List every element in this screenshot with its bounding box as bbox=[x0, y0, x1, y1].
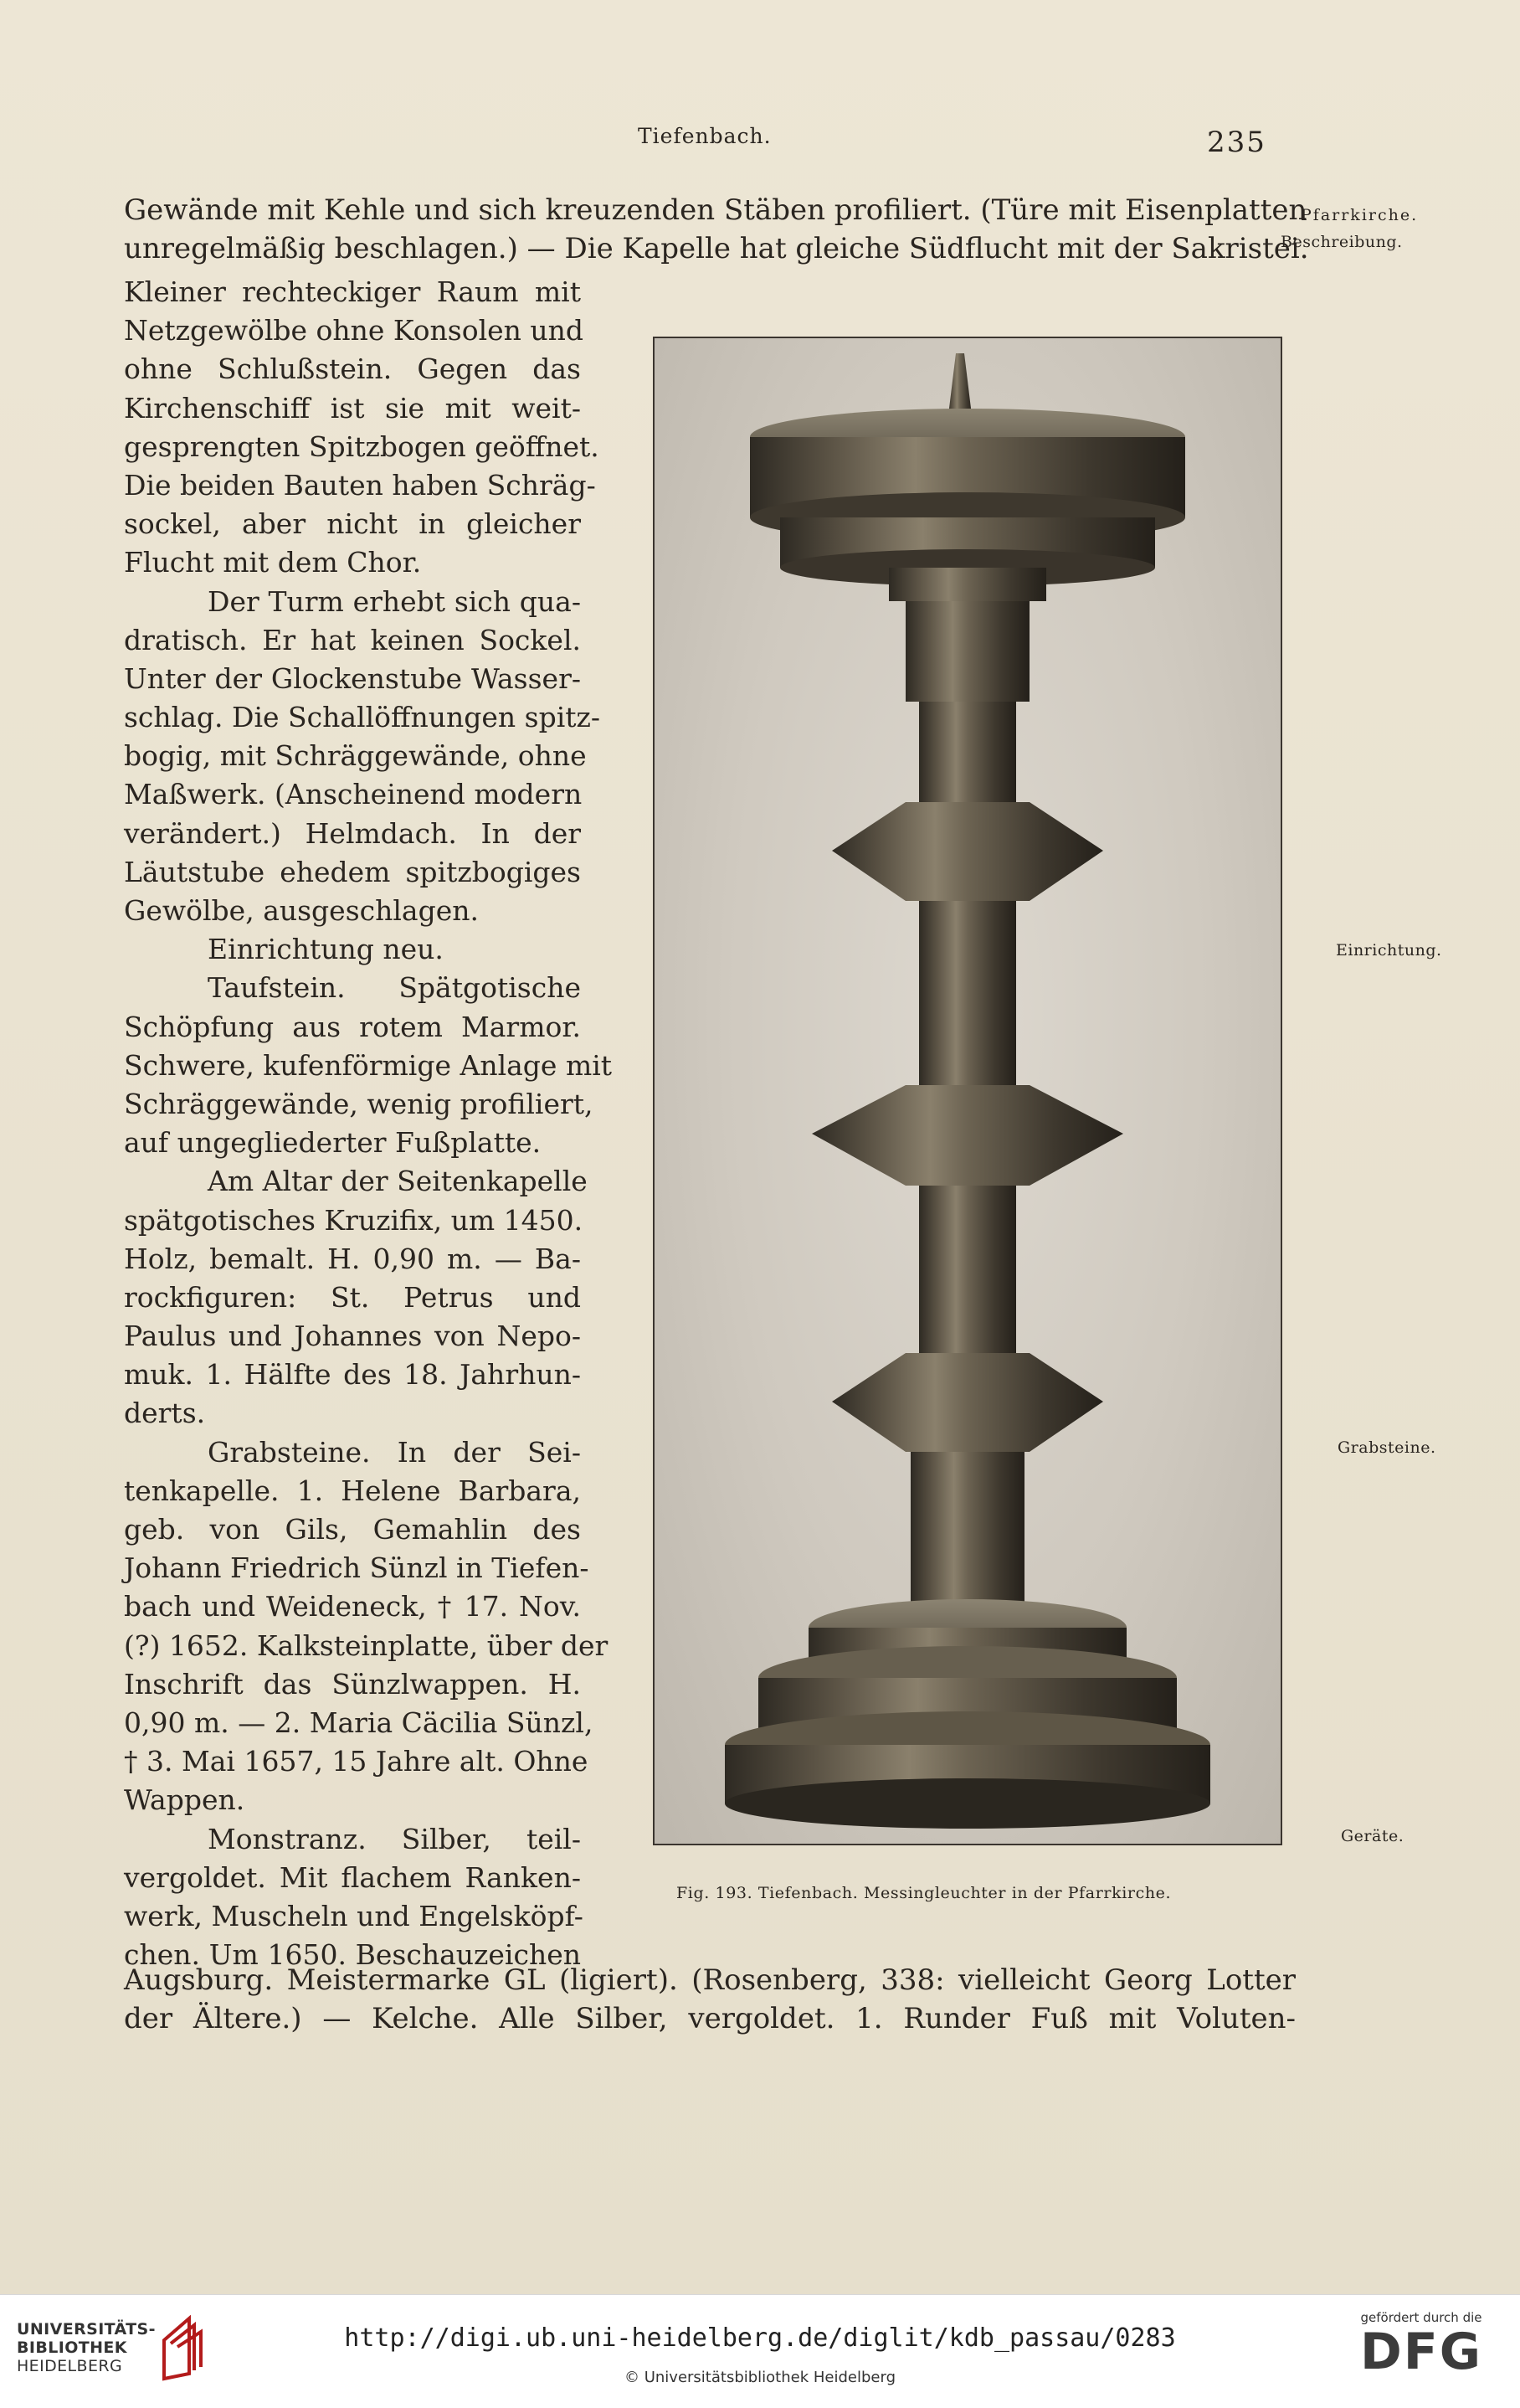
column-line: Schräggewände, wenig profiliert, bbox=[124, 1087, 593, 1120]
column-line: Monstranz. Silber, teil- bbox=[208, 1822, 581, 1855]
column-line: Die beiden Bauten haben Schräg- bbox=[124, 468, 596, 502]
column-line: Flucht mit dem Chor. bbox=[124, 546, 422, 579]
column-line: (?) 1652. Kalksteinplatte, über der bbox=[124, 1628, 609, 1662]
column-line: sockel, aber nicht in gleicher bbox=[124, 507, 581, 541]
column-line: auf ungegliederter Fußplatte. bbox=[124, 1126, 542, 1160]
dfg-logo bbox=[1338, 2310, 1505, 2379]
column-line: Johann Friedrich Sünzl in Tiefen- bbox=[124, 1551, 589, 1585]
column-line: Paulus und Johannes von Nepo- bbox=[124, 1320, 581, 1353]
column-line: bach und Weideneck, † 17. Nov. bbox=[124, 1590, 581, 1623]
column-line: Wappen. bbox=[124, 1783, 245, 1817]
running-header bbox=[0, 117, 1520, 167]
body-line-2: unregelmäßig beschlagen.) — Die Kapelle hat gleiche Südflucht mit der Sakristei. bbox=[124, 232, 1309, 265]
column-line: chen. Um 1650. Beschauzeichen bbox=[124, 1938, 581, 1972]
column-line: vergoldet. Mit flachem Ranken- bbox=[124, 1860, 581, 1894]
margin-note-einrichtung: Einrichtung. bbox=[1336, 941, 1442, 960]
column-line: spätgotisches Kruzifix, um 1450. bbox=[124, 1203, 583, 1237]
text-column bbox=[124, 273, 613, 1974]
column-line: dratisch. Er hat keinen Sockel. bbox=[124, 623, 581, 656]
library-name-line2: BIBLIOTHEK bbox=[17, 2339, 127, 2357]
column-line: Kirchenschiff ist sie mit weit- bbox=[124, 391, 581, 424]
column-line: rockfiguren: St. Petrus und bbox=[124, 1280, 581, 1314]
column-line: Einrichtung neu. bbox=[208, 933, 444, 966]
column-line: Inschrift das Sünzlwappen. H. bbox=[124, 1667, 581, 1701]
column-line: derts. bbox=[124, 1397, 206, 1430]
column-line: 0,90 m. — 2. Maria Cäcilia Sünzl, bbox=[124, 1706, 593, 1739]
funded-by-label: gefördert durch die bbox=[1360, 2310, 1482, 2325]
column-line: Grabsteine. In der Sei- bbox=[208, 1435, 581, 1469]
column-line: Am Altar der Seitenkapelle bbox=[208, 1165, 588, 1198]
margin-note-grabsteine: Grabsteine. bbox=[1338, 1438, 1436, 1457]
column-line: Schöpfung aus rotem Marmor. bbox=[124, 1010, 581, 1043]
column-line: werk, Muscheln und Engelsköpf- bbox=[124, 1899, 583, 1932]
column-line: Läutstube ehedem spitzbogiges bbox=[124, 855, 581, 888]
candlestick-photograph bbox=[653, 337, 1282, 1845]
column-line: tenkapelle. 1. Helene Barbara, bbox=[124, 1474, 581, 1507]
page-number: 235 bbox=[1207, 126, 1266, 159]
library-name-line3: HEIDELBERG bbox=[17, 2357, 123, 2375]
copyright-notice: © Universitätsbibliothek Heidelberg bbox=[624, 2369, 896, 2386]
digitization-footer bbox=[0, 2294, 1520, 2408]
dfg-wordmark: DFG bbox=[1359, 2323, 1483, 2381]
column-line: Taufstein. Spätgotische bbox=[208, 971, 581, 1005]
column-line: † 3. Mai 1657, 15 Jahre alt. Ohne bbox=[124, 1745, 588, 1778]
column-line: Holz, bemalt. H. 0,90 m. — Ba- bbox=[124, 1242, 581, 1275]
candlestick-image bbox=[655, 338, 1281, 1844]
margin-note-beschreibung: Beschreibung. bbox=[1281, 233, 1403, 251]
column-line: Gewölbe, ausgeschlagen. bbox=[124, 894, 480, 927]
body-line-1: Gewände mit Kehle und sich kreuzenden Stäben profiliert. (Türe mit Eisenplatten bbox=[124, 193, 1307, 227]
column-line: Schwere, kufenförmige Anlage mit bbox=[124, 1048, 613, 1082]
column-line: Maßwerk. (Anscheinend modern bbox=[124, 778, 583, 811]
column-line: gesprengten Spitzbogen geöffnet. bbox=[124, 430, 599, 463]
margin-note-pfarrkirche: Pfarrkirche. bbox=[1301, 206, 1419, 224]
body-line-3: Augsburg. Meistermarke GL (ligiert). (Rosenberg, 338: vielleicht Georg Lotter bbox=[124, 1963, 1296, 1997]
permalink[interactable]: http://digi.ub.uni-heidelberg.de/diglit/kdb_passau/0283 bbox=[344, 2323, 1176, 2353]
running-title: Tiefenbach. bbox=[638, 124, 772, 148]
column-line: ohne Schlußstein. Gegen das bbox=[124, 352, 581, 386]
column-line: bogig, mit Schräggewände, ohne bbox=[124, 739, 587, 773]
column-line: Netzgewölbe ohne Konsolen und bbox=[124, 314, 584, 347]
library-name-line1: UNIVERSITÄTS- bbox=[17, 2320, 156, 2339]
column-line: Unter der Glockenstube Wasser- bbox=[124, 661, 581, 695]
figure-caption: Fig. 193. Tiefenbach. Messingleuchter in der Pfarrkirche. bbox=[676, 1884, 1172, 1902]
body-line-4: der Ältere.) — Kelche. Alle Silber, vergoldet. 1. Runder Fuß mit Voluten- bbox=[124, 2002, 1296, 2035]
column-line: muk. 1. Hälfte des 18. Jahrhun- bbox=[124, 1358, 581, 1392]
margin-note-geraete: Geräte. bbox=[1341, 1827, 1404, 1845]
column-line: Der Turm erhebt sich qua- bbox=[208, 584, 581, 618]
column-line: Kleiner rechteckiger Raum mit bbox=[124, 275, 581, 308]
column-line: geb. von Gils, Gemahlin des bbox=[124, 1513, 581, 1546]
column-line: verändert.) Helmdach. In der bbox=[124, 816, 581, 850]
column-line: schlag. Die Schallöffnungen spitz- bbox=[124, 701, 601, 734]
